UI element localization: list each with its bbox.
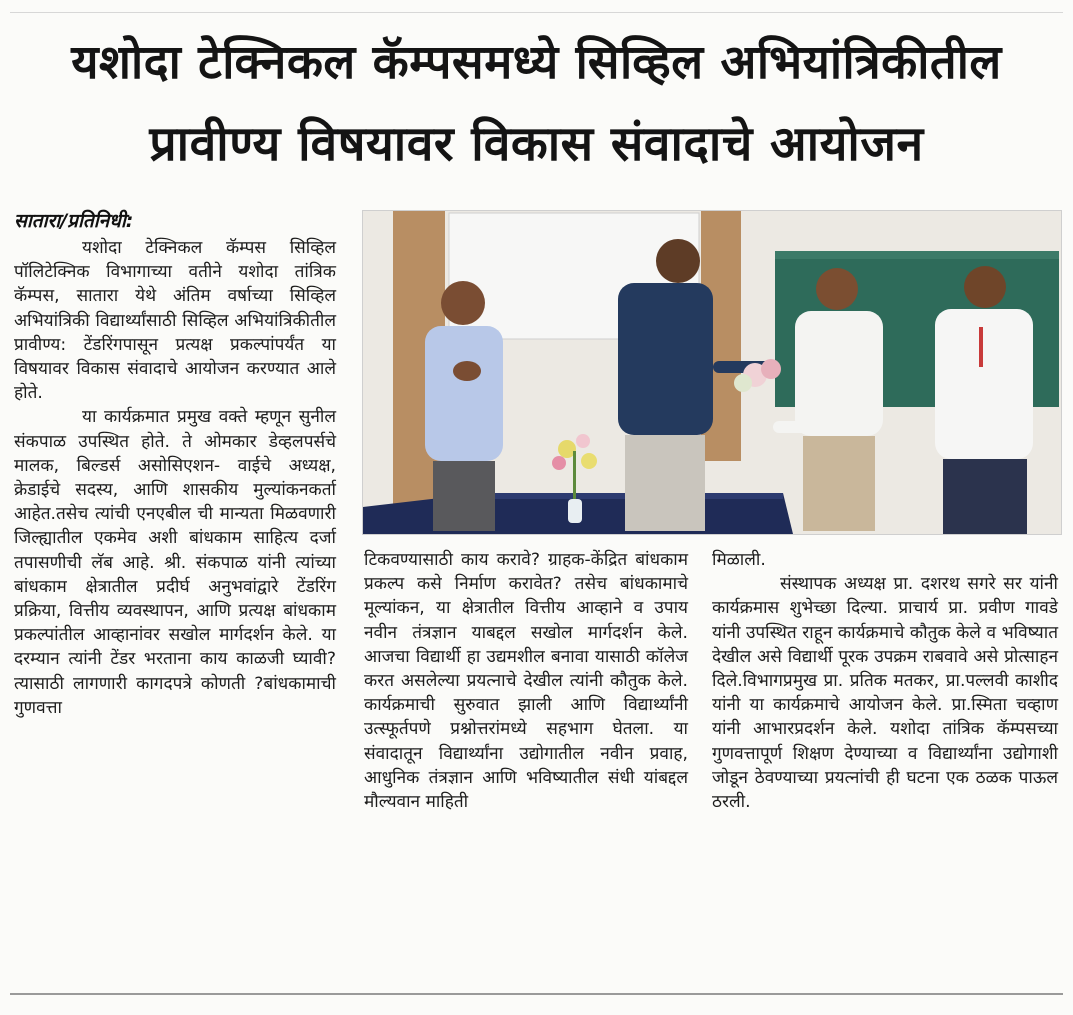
headline-line-2: प्रावीण्य विषयावर विकास संवादाचे आयोजन — [149, 116, 924, 172]
paragraph: या कार्यक्रमात प्रमुख वक्ते म्हणून सुनील संकपाळ उपस्थित होते. ते ओमकार डेव्हलपर्सचे मालक, बिल्डर्स असोसिएशन- वाईचे अध्यक्ष, क्रेडाईचे सदस्य, आणि शासकीय मुल्यांकनकर्ता आहेत.तसेच त्यांची एनएबील ची मान्यता मिळवणारी जिल्ह्यातील एकमेव अशी बांधकाम साहित्य दर्जा तपासणीची लॅब आहे. श्री. संकपाळ यांनी त्यांच्या बांधकाम क्षेत्रातील प्रदीर्घ अनुभवांद्वारे टेंडरिंग प्रक्रिया, वित्तीय व्यवस्थापन, आणि प्रत्यक्ष बांधकाम प्रकल्पांतील आव्हानांवर सखोल मार्गदर्शन केले. या दरम्यान त्यांनी टेंडर भरताना काय काळजी घ्यावी? त्यासाठी लागणारी कागदपत्रे कोणती ?बांधकामाची गुणवत्ता — [14, 407, 336, 718]
article-column-1 — [14, 236, 336, 720]
bottom-divider — [10, 993, 1063, 995]
headline-line-1: यशोदा टेक्निकल कॅम्पसमध्ये सिव्हिल अभियांत्रिकीतील — [71, 35, 1002, 90]
event-photo-illustration — [363, 211, 1061, 534]
top-divider — [10, 12, 1063, 13]
article-column-2 — [364, 548, 688, 814]
paragraph: संस्थापक अध्यक्ष प्रा. दशरथ सगरे सर यांनी कार्यक्रमास शुभेच्छा दिल्या. प्राचार्य प्रा. प्रवीण गावडे यांनी उपस्थित राहून कार्यक्रमाचे कौतुक केले व भविष्यात देखील असे विद्यार्थी पूरक उपक्रम राबवावे असे प्रोत्साहन दिले.विभागप्रमुख प्रा. प्रतिक मतकर, प्रा.पल्लवी काशीद यांनी या कार्यक्रमाचे आयोजन केले. प्रा.स्मिता चव्हाण यांनी आभारप्रदर्शन केले. यशोदा तांत्रिक कॅम्पसच्या गुणवत्तापूर्ण शिक्षण देण्याच्या व विद्यार्थ्यांना उद्योगाशी जोडून ठेवण्याच्या प्रयत्नांची ही घटना एक ठळक पाऊल ठरली. — [712, 574, 1058, 813]
event-photo — [362, 210, 1062, 535]
paragraph: मिळाली. — [712, 550, 766, 570]
dateline: सातारा/प्रतिनिधी: — [14, 210, 134, 232]
paragraph: यशोदा टेक्निकल कॅम्पस सिव्हिल पॉलिटेक्निक विभागाच्या वतीने यशोदा तांत्रिक कॅम्पस, सातारा येथे अंतिम वर्षाच्या सिव्हिल अभियांत्रिकी विद्यार्थ्यांसाठी सिव्हिल अभियांत्रिकीतील प्रावीण्य: टेंडरिंगपासून प्रत्यक्ष प्रकल्पांपर्यंत या विषयावर विकास संवादाचे आयोजन करण्यात आले होते. — [14, 238, 336, 404]
article-column-3 — [712, 548, 1058, 814]
paragraph: टिकवण्यासाठी काय करावे? ग्राहक-केंद्रित बांधकाम प्रकल्प कसे निर्माण करावेत? तसेच बांधकामाचे मूल्यांकन, या क्षेत्रातील वित्तीय आव्हाने व उपाय नवीन तंत्रज्ञान याबद्दल सखोल मार्गदर्शन केले. आजचा विद्यार्थी हा उद्यमशील बनावा यासाठी कॉलेज करत असलेल्या प्रयत्नाचे देखील त्यांनी कौतुक केले. कार्यक्रमाची सुरुवात झाली आणि विद्यार्थ्यांनी उत्स्फूर्तपणे प्रश्नोत्तरांमध्ये सहभाग घेतला. या संवादातून विद्यार्थ्यांना उद्योगातील नवीन प्रवाह, आधुनिक तंत्रज्ञान आणि भविष्यातील संधी यांबद्दल मौल्यवान माहिती — [364, 550, 688, 813]
